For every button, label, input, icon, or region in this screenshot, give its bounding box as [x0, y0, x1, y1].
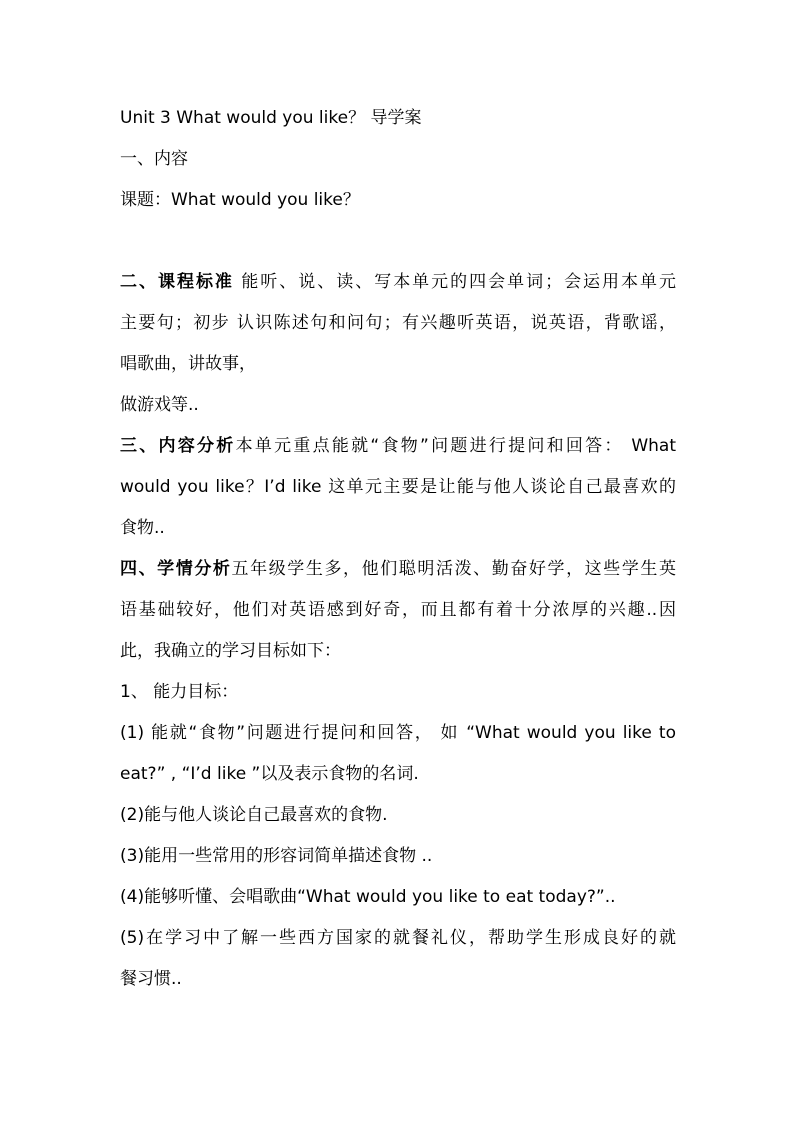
- blank-line: [120, 221, 676, 262]
- section-4-line-2: 语基础较好，他们对英语感到好奇，而且都有着十分浓厚的兴趣..因: [120, 600, 676, 620]
- document-title: Unit 3 What would you like？ 导学案: [120, 108, 422, 128]
- section-2-line-1: [120, 262, 676, 303]
- section-3-line-1: [120, 426, 676, 467]
- goal-item-2: (2)能与他人谈论自己最喜欢的食物.: [120, 805, 388, 825]
- goal-1-heading: 1、 能力目标：: [120, 682, 239, 702]
- section-1-heading: 一、内容: [120, 149, 188, 169]
- section-2-heading: 二、课程标准: [120, 272, 234, 292]
- goal-item-1-line-1: (1) 能就“食物”问题进行提问和回答， 如 “What would you like to: [120, 723, 676, 743]
- section-3-heading: 三、内容分析: [120, 436, 236, 456]
- document-body: [120, 98, 676, 1000]
- goal-item-5-line-2: 餐习惯..: [120, 969, 182, 989]
- goal-item-5-line-1: (5)在学习中了解一些西方国家的就餐礼仪，帮助学生形成良好的就: [120, 928, 676, 948]
- section-2-line-4: 做游戏等..: [120, 395, 199, 415]
- section-4-text-1: 五年级学生多，他们聪明活泼、勤奋好学，这些学生英: [231, 559, 677, 579]
- goal-item-3: (3)能用一些常用的形容词简单描述食物 ..: [120, 846, 433, 866]
- section-4-line-1: [120, 549, 676, 590]
- section-2-line-2: 主要句；初步 认识陈述句和问句；有兴趣听英语，说英语，背歌谣，: [120, 313, 676, 333]
- section-2-line-3: 唱歌曲，讲故事，: [120, 354, 256, 374]
- section-4-line-3: 此，我确立的学习目标如下：: [120, 641, 341, 661]
- section-2-text-1: 能听、说、读、写本单元的四会单词；会运用本单元: [241, 272, 677, 292]
- section-3-line-2: would you like？I’d like 这单元主要是让能与他人谈论自己最喜欢的: [120, 477, 676, 497]
- section-3-text-1: 本单元重点能就“食物”问题进行提问和回答： What: [235, 436, 677, 456]
- goal-item-1-line-2: eat?” , “I’d like ”以及表示食物的名词.: [120, 764, 419, 784]
- topic-line: 课题：What would you like？: [120, 190, 360, 210]
- section-4-heading: 四、学情分析: [120, 559, 232, 579]
- goal-item-4: (4)能够听懂、会唱歌曲“What would you like to eat today?”..: [120, 887, 616, 907]
- section-3-line-3: 食物..: [120, 518, 165, 538]
